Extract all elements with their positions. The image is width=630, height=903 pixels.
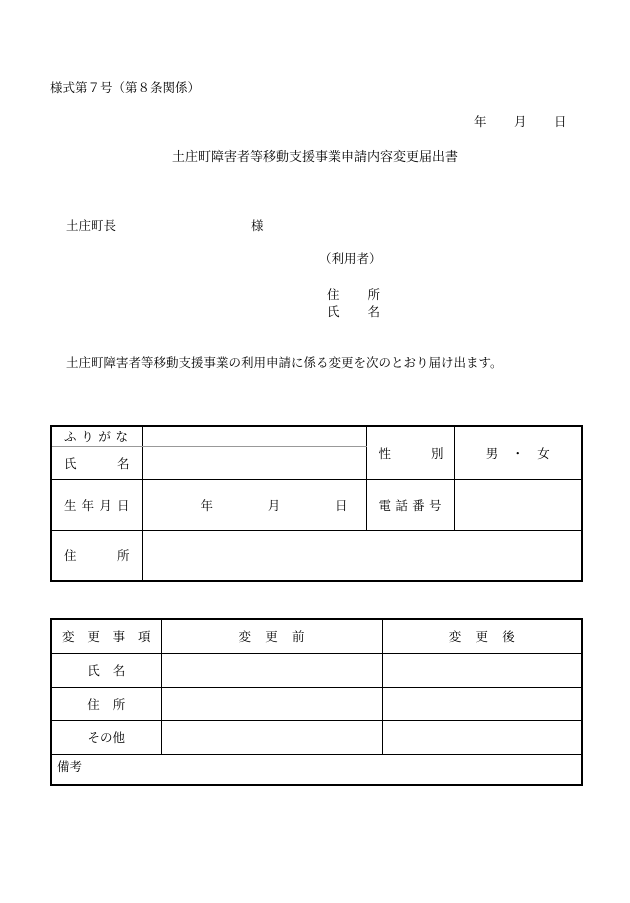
remarks-label: 備考: [57, 758, 83, 774]
phone-label: 電 話 番 号: [366, 479, 454, 530]
applicant-name-label: 氏 名: [327, 304, 380, 319]
address-label: 住 所: [51, 530, 142, 581]
change-table: [50, 618, 583, 786]
change-row-address-after[interactable]: [382, 687, 582, 720]
furigana-label: ふ り が な: [51, 426, 142, 446]
birthdate-input[interactable]: 年 月 日: [142, 479, 366, 530]
name-label: 氏 名: [51, 446, 142, 479]
date-year-label: 年: [474, 114, 487, 129]
change-item-header: 変 更 事 項: [51, 619, 161, 653]
gender-label: 性 別: [366, 426, 454, 479]
furigana-input[interactable]: [142, 426, 366, 446]
address-input[interactable]: [142, 530, 582, 581]
change-row-label-name: 氏 名: [51, 653, 161, 687]
change-row-name-before[interactable]: [161, 653, 382, 687]
applicant-label: （利用者）: [319, 251, 382, 266]
recipient-honorific: 様: [251, 218, 264, 233]
document-title: 土庄町障害者等移動支援事業申請内容変更届出書: [171, 150, 458, 165]
recipient-name: 土庄町長: [66, 218, 117, 233]
change-row-label-other: その他: [51, 720, 161, 754]
date-month-label: 月: [514, 114, 527, 129]
gender-options[interactable]: 男 ・ 女: [454, 426, 582, 479]
change-row-other-before[interactable]: [161, 720, 382, 754]
date-day-label: 日: [554, 114, 567, 129]
change-row-label-address: 住 所: [51, 687, 161, 720]
before-header: 変 更 前: [161, 619, 382, 653]
phone-input[interactable]: [454, 479, 582, 530]
change-row-address-before[interactable]: [161, 687, 382, 720]
after-header: 変 更 後: [382, 619, 582, 653]
remarks-field[interactable]: [51, 754, 582, 785]
change-row-other-after[interactable]: [382, 720, 582, 754]
form-reference: 様式第７号（第８条関係）: [50, 80, 201, 95]
user-info-table: [50, 425, 583, 582]
change-row-name-after[interactable]: [382, 653, 582, 687]
name-input[interactable]: [142, 446, 366, 479]
statement-text: 土庄町障害者等移動支援事業の利用申請に係る変更を次のとおり届け出ます。: [66, 355, 503, 370]
applicant-address-label: 住 所: [327, 287, 380, 302]
birthdate-label: 生 年 月 日: [51, 479, 142, 530]
